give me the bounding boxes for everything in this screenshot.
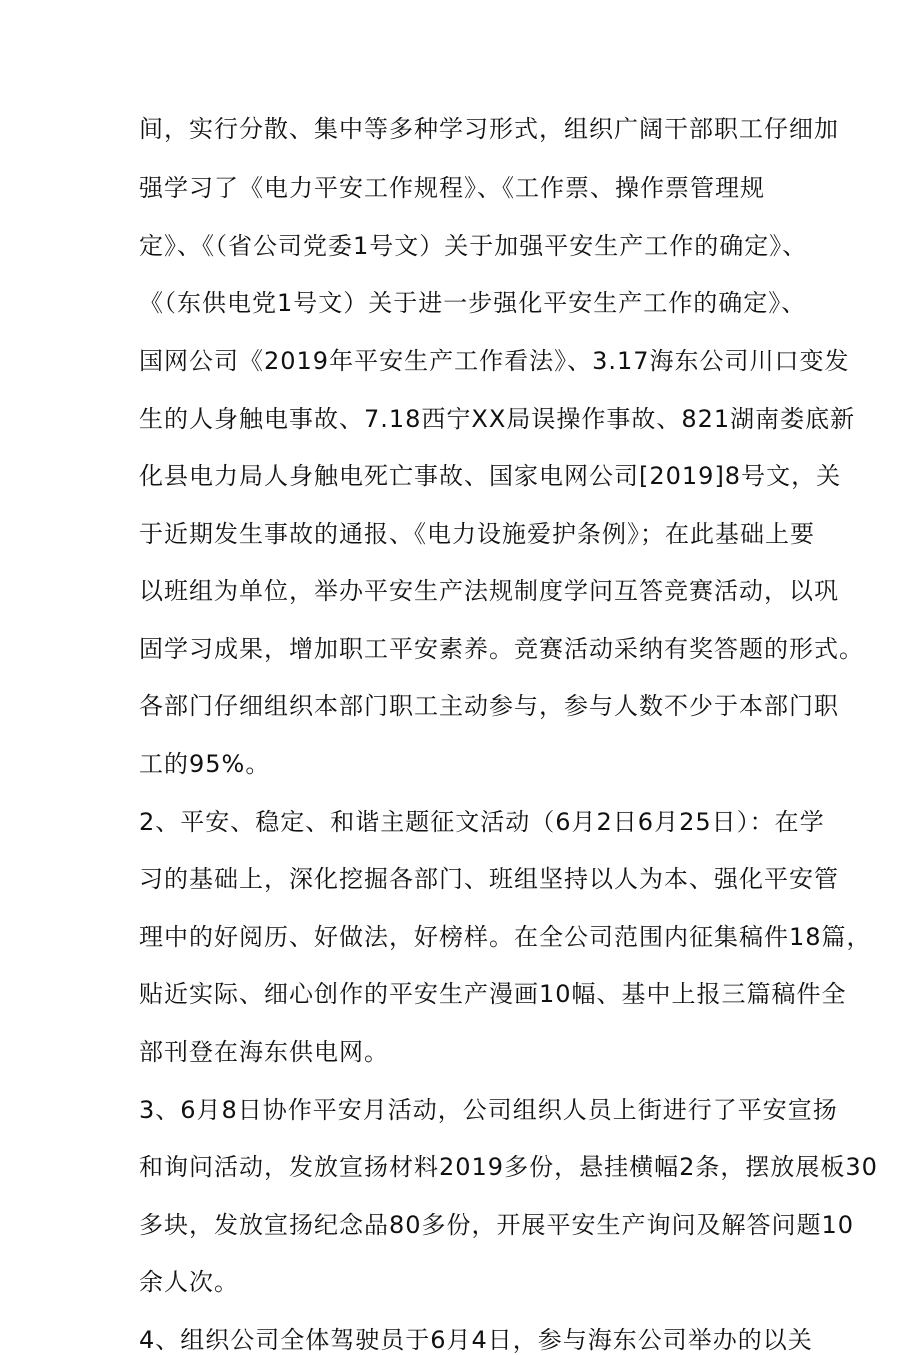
text-line: 4、组织公司全体驾驶员于6月4日，参与海东公司举办的以关 <box>139 1326 813 1354</box>
text-line: 间，实行分散、集中等多种学习形式，组织广阔干部职工仔细加 <box>139 115 839 143</box>
text-line: 强学习了《电力平安工作规程》、《工作票、操作票管理规 <box>139 174 765 202</box>
text-line: 多块，发放宣扬纪念品80多份，开展平安生产询问及解答问题10 <box>139 1211 855 1239</box>
text-line: 贴近实际、细心创作的平安生产漫画10幅、基中上报三篇稿件全 <box>139 980 847 1008</box>
text-line: 生的人身触电事故、7.18西宁XX局误操作事故、821湖南娄底新 <box>139 405 856 433</box>
text-line: 以班组为单位，举办平安生产法规制度学问互答竞赛活动，以巩 <box>139 577 839 605</box>
text-line: 化县电力局人身触电死亡事故、国家电网公司[2019]8号文，关 <box>139 462 842 490</box>
text-line: 《（东供电党1号文）关于进一步强化平安生产工作的确定》、 <box>139 289 807 317</box>
text-line: 固学习成果，增加职工平安素养。竞赛活动采纳有奖答题的形式。 <box>139 635 864 663</box>
text-line: 定》、《（省公司党委1号文）关于加强平安生产工作的确定》、 <box>139 232 808 260</box>
text-line: 余人次。 <box>139 1268 239 1296</box>
text-line: 2、平安、稳定、和谐主题征文活动（6月2日6月25日）：在学 <box>139 808 825 836</box>
text-line: 理中的好阅历、好做法，好榜样。在全公司范围内征集稿件18篇， <box>139 923 872 951</box>
text-line: 各部门仔细组织本部门职工主动参与，参与人数不少于本部门职 <box>139 692 839 720</box>
text-line: 习的基础上，深化挖掘各部门、班组坚持以人为本、强化平安管 <box>139 865 839 893</box>
text-line: 部刊登在海东供电网。 <box>139 1038 389 1066</box>
text-line: 3、6月8日协作平安月活动，公司组织人员上街进行了平安宣扬 <box>139 1096 838 1124</box>
text-line: 国网公司《2019年平安生产工作看法》、3.17海东公司川口变发 <box>139 347 850 375</box>
text-line: 工的95%。 <box>139 750 271 778</box>
text-line: 和询问活动，发放宣扬材料2019多份，悬挂横幅2条，摆放展板30 <box>139 1153 878 1181</box>
text-line: 于近期发生事故的通报、《电力设施爱护条例》；在此基础上要 <box>139 520 815 548</box>
